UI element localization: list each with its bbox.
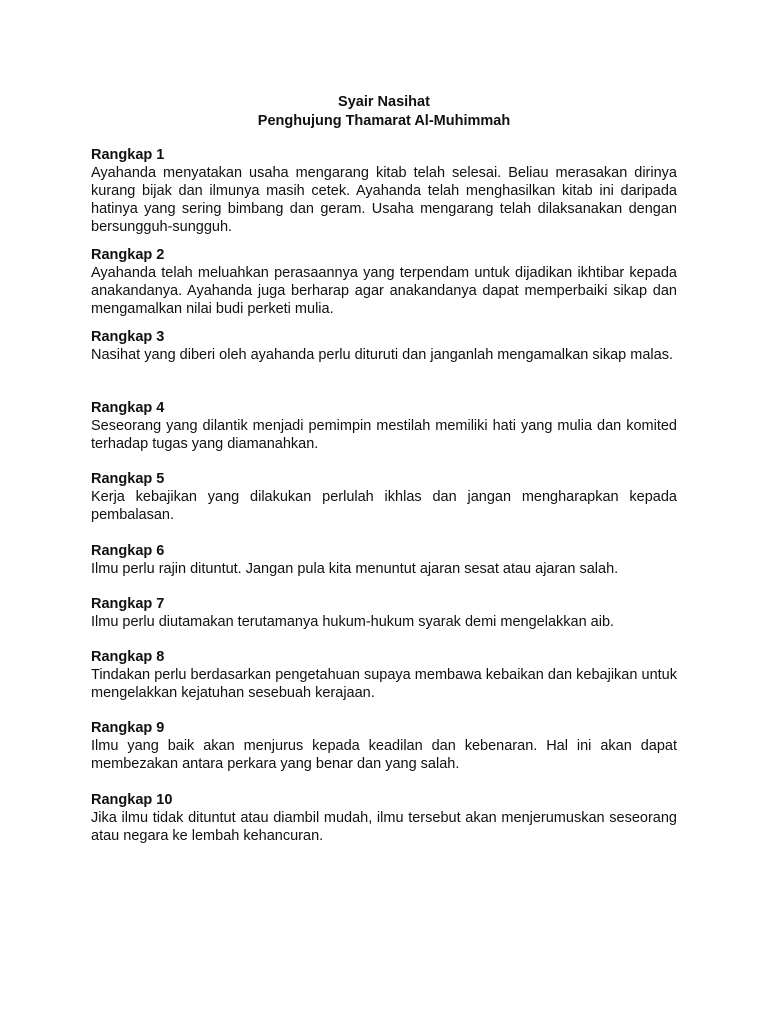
- stanza-4: [91, 399, 677, 453]
- stanza-text: Ilmu yang baik akan menjurus kepada keadilan dan kebenaran. Hal ini akan dapat membezakan antara perkara yang benar dan yang salah.: [91, 738, 677, 772]
- stanza-heading: Rangkap 4: [91, 400, 165, 416]
- stanza-heading: Rangkap 2: [91, 247, 165, 263]
- stanza-text: Tindakan perlu berdasarkan pengetahuan supaya membawa kebaikan dan kebajikan untuk mengelakkan kejatuhan sesebuah kerajaan.: [91, 667, 677, 701]
- stanza-7: [91, 595, 677, 631]
- stanza-text: Kerja kebajikan yang dilakukan perlulah ikhlas dan jangan mengharapkan kepada pembalasan.: [91, 489, 677, 523]
- stanza-heading: Rangkap 7: [91, 596, 165, 612]
- document-title: Syair Nasihat: [338, 94, 430, 110]
- stanza-text: Nasihat yang diberi oleh ayahanda perlu dituruti dan janganlah mengamalkan sikap malas.: [91, 347, 673, 363]
- stanza-text: Ilmu perlu rajin dituntut. Jangan pula kita menuntut ajaran sesat atau ajaran salah.: [91, 561, 619, 577]
- stanza-heading: Rangkap 8: [91, 649, 165, 665]
- stanza-text: Jika ilmu tidak dituntut atau diambil mudah, ilmu tersebut akan menjerumuskan seseorang atau negara ke lembah kehancuran.: [91, 810, 677, 844]
- stanza-heading: Rangkap 3: [91, 329, 165, 345]
- stanza-heading: Rangkap 6: [91, 543, 165, 559]
- stanza-1: [91, 146, 677, 236]
- stanza-2: [91, 246, 677, 318]
- stanza-heading: Rangkap 9: [91, 720, 165, 736]
- stanza-8: [91, 648, 677, 702]
- stanza-text: Ayahanda menyatakan usaha mengarang kitab telah selesai. Beliau merasakan dirinya kurang bijak dan ilmunya masih cetek. Ayahanda telah menghasilkan kitab ini daripada hatinya yang sering bimbang dan geram. Usaha mengarang telah dilaksanakan dengan bersungguh-sungguh.: [91, 165, 677, 235]
- stanza-text: Seseorang yang dilantik menjadi pemimpin mestilah memiliki hati yang mulia dan komited terhadap tugas yang diamanahkan.: [91, 418, 677, 452]
- document-subtitle: Penghujung Thamarat Al-Muhimmah: [257, 113, 511, 129]
- stanza-heading: Rangkap 1: [91, 147, 165, 163]
- stanza-text: Ayahanda telah meluahkan perasaannya yang terpendam untuk dijadikan ikhtibar kepada anakandanya. Ayahanda juga berharap agar anakandanya dapat memperbaiki sikap dan mengamalkan nilai budi perketi mulia.: [91, 265, 677, 317]
- stanza-3: [91, 328, 677, 364]
- stanza-6: [91, 542, 677, 578]
- stanza-10: [91, 791, 677, 845]
- stanza-text: Ilmu perlu diutamakan terutamanya hukum-hukum syarak demi mengelakkan aib.: [91, 614, 615, 630]
- stanza-heading: Rangkap 10: [91, 792, 173, 808]
- stanza-9: [91, 719, 677, 773]
- title-block: [0, 93, 768, 131]
- stanza-5: [91, 470, 677, 524]
- stanza-heading: Rangkap 5: [91, 471, 165, 487]
